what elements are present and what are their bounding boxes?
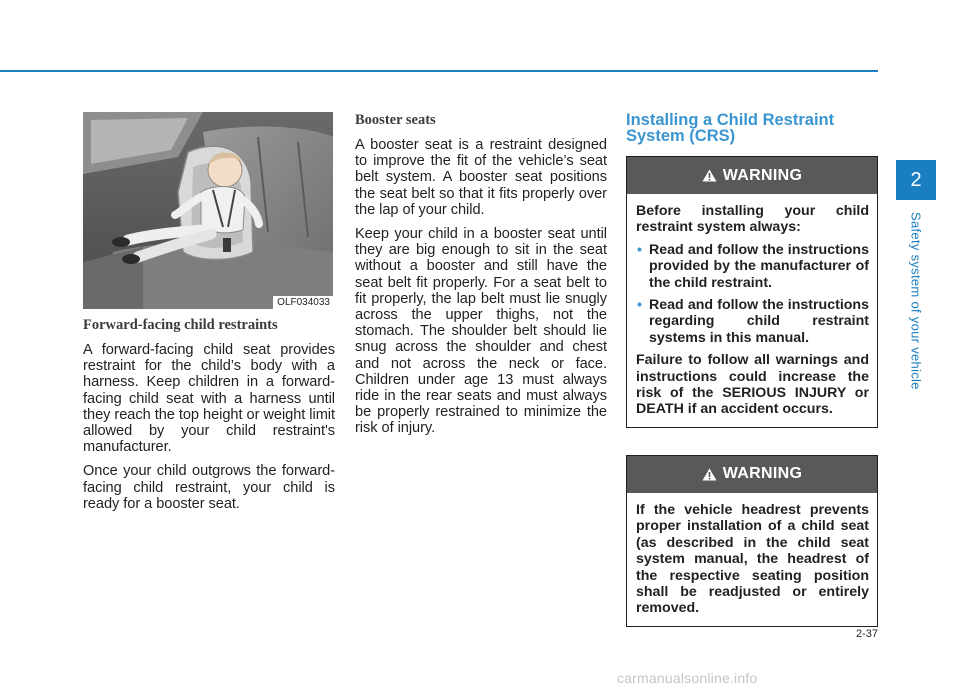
- child-seat-illustration: [83, 112, 333, 309]
- booster-seats-heading: Booster seats: [355, 112, 436, 128]
- paragraph: Keep your child in a booster seat until they are big enough to sit in the seat without a booster and still have the seat belt fit properly. For a seat belt to fit properly, the lap belt must lie snugly across the upper thighs, not the stomach. The shoulder belt should lie snug across the shoulder and chest and not across the neck or face. Children under age 13 must always ride in the rear seats and must always be properly restrained to minimize the risk of injury.: [355, 226, 607, 437]
- image-code: OLF034033: [273, 296, 333, 309]
- child-seat-photo: [83, 112, 333, 309]
- warning-label: WARNING: [722, 166, 803, 184]
- warning-intro: Before installing your child restraint system always:: [636, 203, 869, 236]
- warning-outro: Failure to follow all warnings and instructions could increase the risk of the SERIOUS INJURY or DEATH if an accident occurs.: [636, 352, 869, 418]
- header-rule: [0, 70, 878, 72]
- warning-bullet-list: [636, 242, 869, 346]
- paragraph: Once your child outgrows the forward-facing child restraint, your child is ready for a booster seat.: [83, 463, 335, 512]
- paragraph: A forward-facing child seat provides restraint for the child’s body with a harness. Keep children in a forward-facing child seat with a harness until they reach the top height or weight limit allowed by your child restraint's manufacturer.: [83, 342, 335, 456]
- warning-header: [627, 157, 877, 194]
- warning-box: [626, 156, 878, 428]
- left-column: [83, 112, 335, 520]
- warning-triangle-icon: [702, 468, 717, 481]
- warning-body: [627, 493, 877, 626]
- chapter-number-tab: 2: [896, 160, 936, 200]
- warning-label: WARNING: [722, 465, 803, 483]
- section-heading: Installing a Child Restraint System (CRS): [626, 111, 835, 145]
- warning-text: If the vehicle headrest prevents proper installation of a child seat (as described in the child seat system manual, the headrest of the respective seating position shall be readjusted or entirely removed.: [636, 501, 869, 617]
- warning-header: [627, 456, 877, 493]
- warning-bullet: • Read and follow the instructions provided by the manufacturer of the child restraint.: [636, 242, 869, 291]
- page-number: 2-37: [855, 628, 878, 640]
- right-column: [626, 112, 878, 627]
- warning-box: [626, 455, 878, 627]
- chapter-title-text: Safety system of your vehicle: [908, 212, 924, 390]
- warning-body: [627, 194, 877, 427]
- forward-facing-heading: Forward-facing child restraints: [83, 317, 278, 333]
- warning-bullet: • Read and follow the instructions regarding child restraint systems in this manual.: [636, 297, 869, 346]
- warning-triangle-icon: [702, 169, 717, 182]
- watermark[interactable]: carmanualsonline.info: [617, 670, 758, 686]
- middle-column: [355, 112, 607, 445]
- paragraph: A booster seat is a restraint designed to improve the fit of the vehicle’s seat belt system. A booster seat positions the seat belt so that it fits properly over the lap of your child.: [355, 137, 607, 218]
